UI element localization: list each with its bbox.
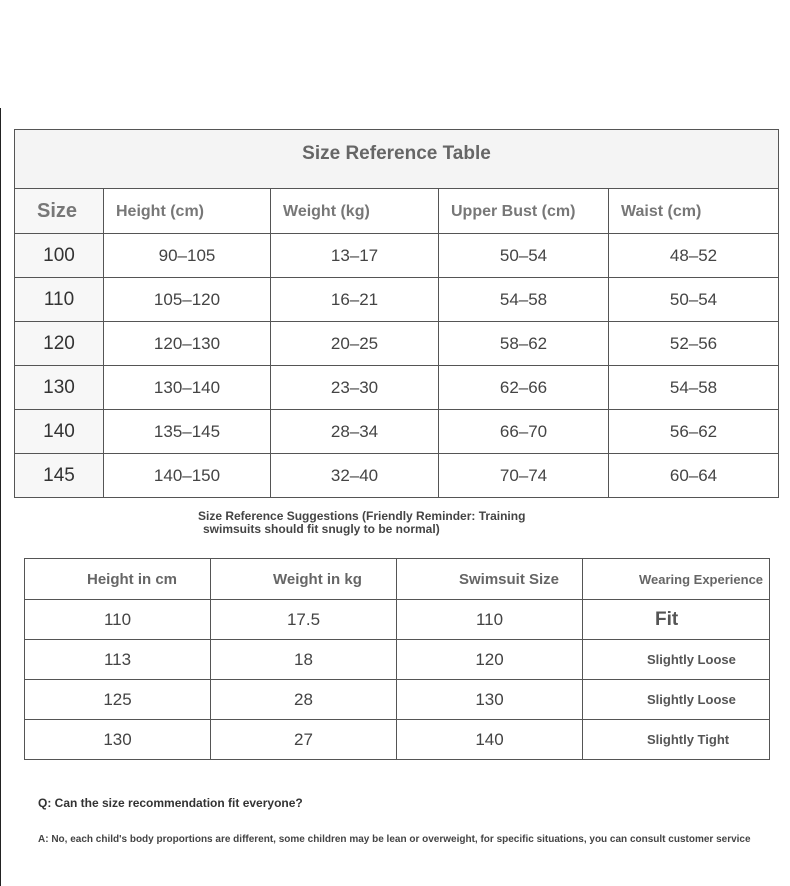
note-line-2: swimsuits should fit snugly to be normal) — [203, 522, 440, 536]
size-reference-table — [14, 129, 779, 498]
table-row — [15, 322, 779, 366]
cell-height: 105–120 — [104, 278, 271, 322]
cell-swimsuit-size: 120 — [397, 640, 583, 680]
table-row — [15, 278, 779, 322]
cell-waist: 60–64 — [609, 454, 779, 498]
header-waist: Waist (cm) — [609, 189, 779, 234]
table-row — [15, 410, 779, 454]
cell-height: 130–140 — [104, 366, 271, 410]
table-row — [15, 454, 779, 498]
cell-weight: 16–21 — [271, 278, 439, 322]
cell-upper-bust: 58–62 — [439, 322, 609, 366]
cell-waist: 48–52 — [609, 234, 779, 278]
cell-size: 120 — [15, 322, 104, 366]
cell-size: 130 — [15, 366, 104, 410]
size-suggestion-note — [198, 510, 598, 536]
cell-wearing-experience: Fit — [583, 600, 770, 640]
faq-question: Q: Can the size recommendation fit everyone? — [38, 796, 303, 810]
cell-height: 125 — [25, 680, 211, 720]
cell-wearing-experience: Slightly Loose — [583, 640, 770, 680]
cell-swimsuit-size: 110 — [397, 600, 583, 640]
table-row — [15, 234, 779, 278]
cell-wearing-experience: Slightly Loose — [583, 680, 770, 720]
cell-upper-bust: 50–54 — [439, 234, 609, 278]
faq-answer: A: No, each child's body proportions are different, some children may be lean or overweight, for specific situations, you can consult customer service — [38, 834, 751, 845]
cell-upper-bust: 66–70 — [439, 410, 609, 454]
header-height-cm: Height in cm — [25, 559, 211, 600]
header-upper-bust: Upper Bust (cm) — [439, 189, 609, 234]
table-row — [25, 720, 770, 760]
cell-height: 130 — [25, 720, 211, 760]
cell-weight: 18 — [211, 640, 397, 680]
cell-height: 113 — [25, 640, 211, 680]
cell-height: 140–150 — [104, 454, 271, 498]
cell-wearing-experience: Slightly Tight — [583, 720, 770, 760]
cell-waist: 50–54 — [609, 278, 779, 322]
cell-weight: 28 — [211, 680, 397, 720]
cell-size: 145 — [15, 454, 104, 498]
cell-waist: 54–58 — [609, 366, 779, 410]
header-weight-kg: Weight in kg — [211, 559, 397, 600]
cell-weight: 20–25 — [271, 322, 439, 366]
cell-height: 135–145 — [104, 410, 271, 454]
header-wearing-experience: Wearing Experience — [583, 559, 770, 600]
cell-upper-bust: 62–66 — [439, 366, 609, 410]
suggestion-header-row — [25, 559, 770, 600]
cell-size: 100 — [15, 234, 104, 278]
cell-height: 120–130 — [104, 322, 271, 366]
cell-swimsuit-size: 130 — [397, 680, 583, 720]
cell-weight: 28–34 — [271, 410, 439, 454]
cell-size: 110 — [15, 278, 104, 322]
cell-weight: 27 — [211, 720, 397, 760]
size-table-title: Size Reference Table — [15, 130, 779, 189]
left-border-line — [0, 108, 1, 886]
cell-waist: 52–56 — [609, 322, 779, 366]
cell-swimsuit-size: 140 — [397, 720, 583, 760]
size-suggestion-table — [24, 558, 770, 760]
cell-upper-bust: 70–74 — [439, 454, 609, 498]
cell-weight: 17.5 — [211, 600, 397, 640]
cell-weight: 23–30 — [271, 366, 439, 410]
cell-weight: 13–17 — [271, 234, 439, 278]
header-height: Height (cm) — [104, 189, 271, 234]
note-line-1: Size Reference Suggestions (Friendly Reminder: Training — [198, 509, 526, 523]
header-size: Size — [15, 189, 104, 234]
table-row — [25, 600, 770, 640]
header-swimsuit-size: Swimsuit Size — [397, 559, 583, 600]
cell-weight: 32–40 — [271, 454, 439, 498]
cell-upper-bust: 54–58 — [439, 278, 609, 322]
cell-waist: 56–62 — [609, 410, 779, 454]
cell-size: 140 — [15, 410, 104, 454]
table-row — [25, 680, 770, 720]
header-weight: Weight (kg) — [271, 189, 439, 234]
table-row — [25, 640, 770, 680]
cell-height: 110 — [25, 600, 211, 640]
cell-height: 90–105 — [104, 234, 271, 278]
table-row — [15, 366, 779, 410]
size-table-header-row — [15, 189, 779, 234]
